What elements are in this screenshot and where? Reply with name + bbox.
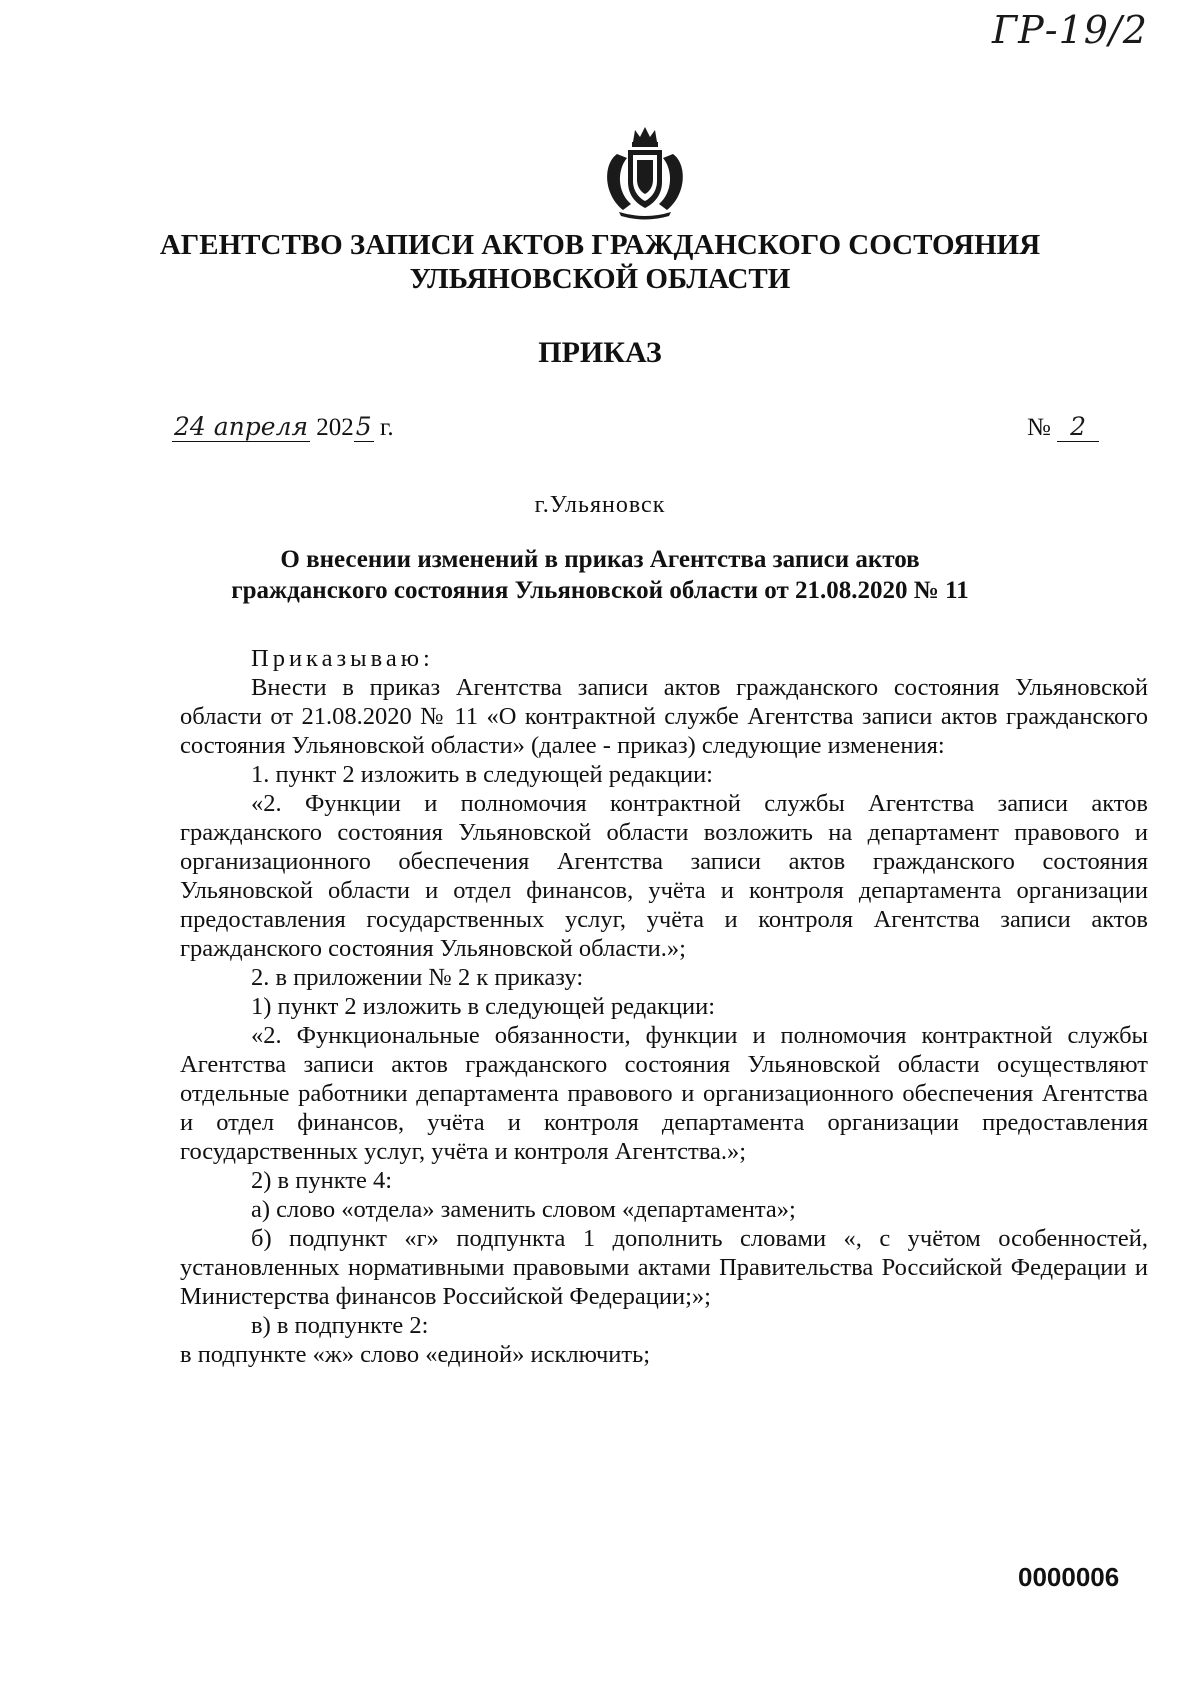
date-suffix: г. [379, 414, 394, 441]
body-paragraph: 1. пункт 2 изложить в следующей редакции: [251, 761, 713, 788]
body-paragraph: 1) пункт 2 изложить в следующей редакции: [251, 993, 716, 1020]
body-paragraph: в) в подпункте 2: [251, 1312, 429, 1339]
order-number [1027, 412, 1099, 442]
order-subject [0, 544, 1200, 606]
agency-name [0, 228, 1200, 296]
order-date [172, 412, 394, 442]
agency-name-line2: УЛЬЯНОВСКОЙ ОБЛАСТИ [409, 263, 791, 295]
body-paragraph: а) слово «отдела» заменить словом «департамента»; [251, 1196, 796, 1223]
body-paragraph: «2. Функциональные обязанности, функции и полномочия контрактной службы Агентства записи актов гражданского состояния Ульяновской области осуществляют отдельные работники департамента правового и организационного обеспечения Агентства и отдел финансов, учёта и контроля департамента организации предоставления государственных услуг, учёта и контроля Агентства.»; [180, 1022, 1148, 1165]
city-name: г.Ульяновск [534, 492, 666, 518]
body-paragraph: в подпункте «ж» слово «единой» исключить; [180, 1341, 651, 1368]
coat-of-arms-icon [595, 124, 695, 220]
handwritten-order-number: 2 [1057, 412, 1099, 442]
order-subject-line1: О внесении изменений в приказ Агентства записи актов [280, 546, 920, 573]
handwritten-year-digit: 5 [355, 412, 372, 441]
body-paragraph: 2. в приложении № 2 к приказу: [251, 964, 584, 991]
handwritten-reference: ГР-19/2 [992, 8, 1148, 52]
body-paragraph: Приказываю: [251, 645, 434, 672]
document-type-title: ПРИКАЗ [538, 336, 662, 369]
body-paragraph: б) подпункт «г» подпункта 1 дополнить словами «, с учётом особенностей, установленных нормативными правовыми актами Правительства Российской Федерации и Министерства финансов Российской Федерации;»; [180, 1225, 1148, 1310]
body-paragraph: 2) в пункте 4: [251, 1167, 393, 1194]
handwritten-date: 24 апреля [174, 412, 309, 441]
date-year-prefix: 202 [316, 414, 354, 441]
form-serial-number: 0000006 [1018, 1562, 1120, 1592]
order-subject-line2: гражданского состояния Ульяновской области от 21.08.2020 № 11 [231, 577, 969, 604]
order-body [180, 644, 1148, 1369]
body-paragraph: Внести в приказ Агентства записи актов гражданского состояния Ульяновской области от 21.08.2020 № 11 «О контрактной службе Агентства записи актов гражданского состояния Ульяновской области» (далее - приказ) следующие изменения: [180, 674, 1148, 759]
body-paragraph: «2. Функции и полномочия контрактной службы Агентства записи актов гражданского состояния Ульяновской области возложить на департамент правового и организационного обеспечения Агентства записи актов гражданского состояния Ульяновской области и отдел финансов, учёта и контроля департамента организации предоставления государственных услуг, учёта и контроля Агентства записи актов гражданского состояния Ульяновской области.»; [180, 790, 1148, 962]
agency-name-line1: АГЕНТСТВО ЗАПИСИ АКТОВ ГРАЖДАНСКОГО СОСТОЯНИЯ [159, 229, 1041, 261]
order-number-label: № [1027, 414, 1051, 441]
